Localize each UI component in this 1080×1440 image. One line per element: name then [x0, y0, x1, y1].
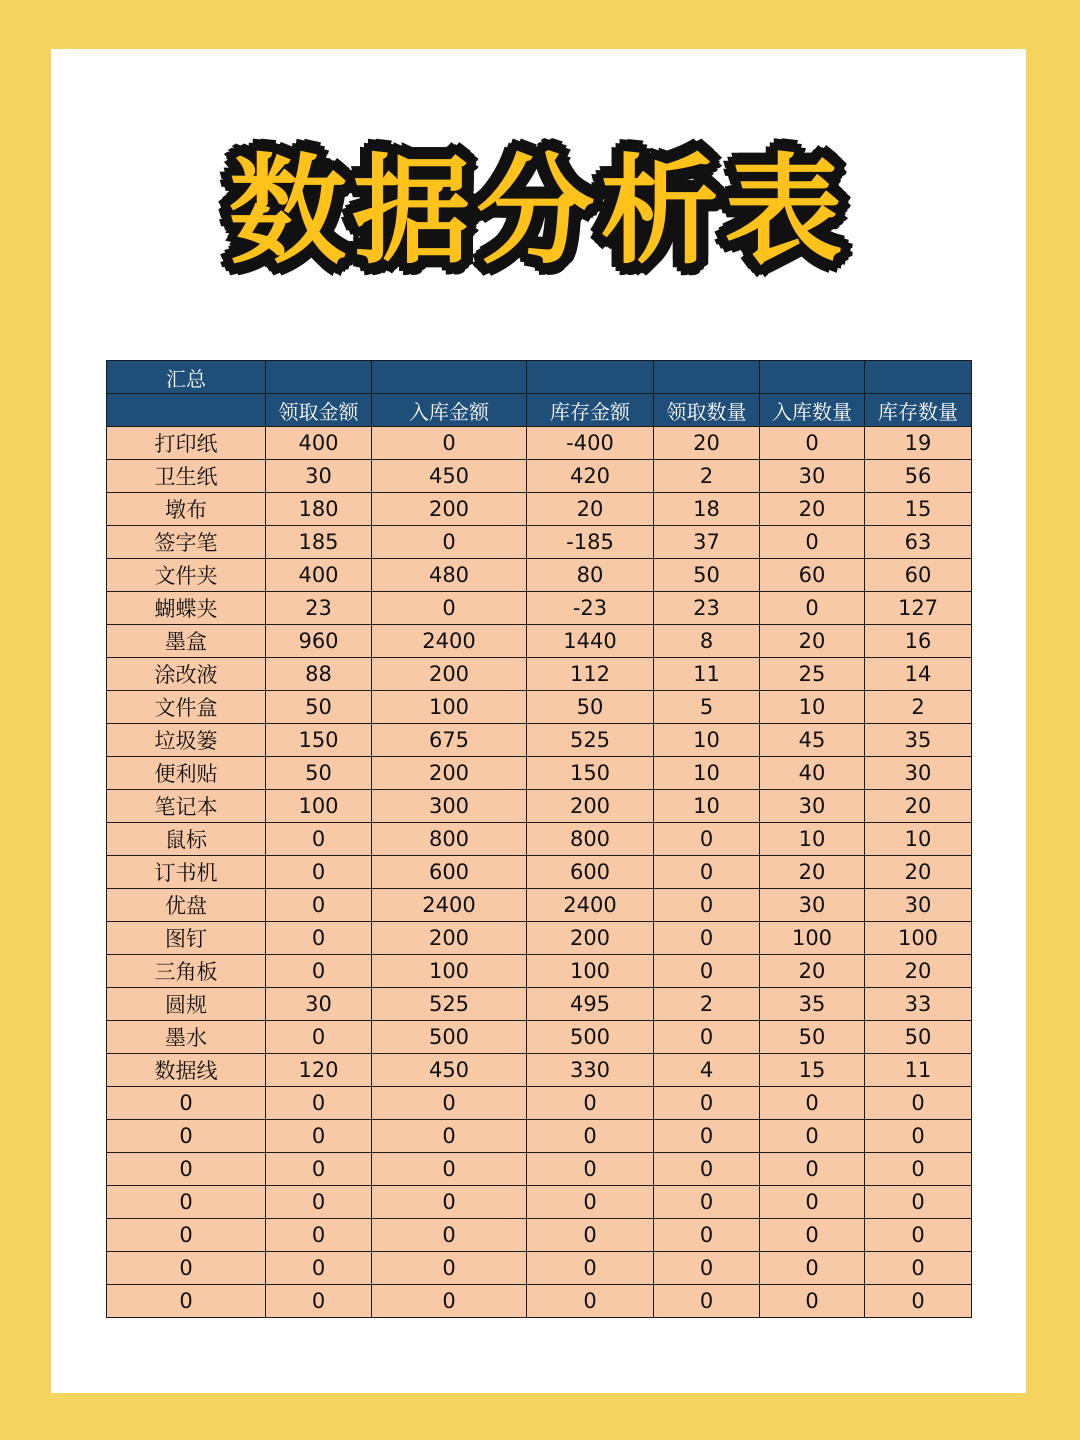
column-header-5: 入库数量 — [760, 394, 865, 427]
value-cell: 50 — [865, 1021, 972, 1054]
value-cell: 0 — [527, 1219, 654, 1252]
value-cell: 18 — [654, 493, 760, 526]
value-cell: 0 — [654, 823, 760, 856]
value-cell: 300 — [372, 790, 527, 823]
table-body — [107, 361, 972, 1318]
value-cell: 30 — [865, 757, 972, 790]
column-header-2: 入库金额 — [372, 394, 527, 427]
value-cell: 100 — [760, 922, 865, 955]
value-cell: 2400 — [372, 889, 527, 922]
value-cell: 30 — [266, 460, 372, 493]
value-cell: 10 — [654, 790, 760, 823]
value-cell: 35 — [865, 724, 972, 757]
summary-empty-cell — [266, 361, 372, 394]
value-cell: 0 — [760, 1285, 865, 1318]
value-cell: 180 — [266, 493, 372, 526]
value-cell: 0 — [372, 592, 527, 625]
value-cell: 525 — [527, 724, 654, 757]
value-cell: 600 — [372, 856, 527, 889]
column-header-0 — [107, 394, 266, 427]
value-cell: 500 — [372, 1021, 527, 1054]
item-name-cell: 图钉 — [107, 922, 266, 955]
column-header-4: 领取数量 — [654, 394, 760, 427]
value-cell: 0 — [760, 1219, 865, 1252]
data-table — [106, 360, 972, 1318]
value-cell: 800 — [527, 823, 654, 856]
column-header-3: 库存金额 — [527, 394, 654, 427]
table-row — [107, 922, 972, 955]
value-cell: 120 — [266, 1054, 372, 1087]
table-row — [107, 1087, 972, 1120]
value-cell: 10 — [654, 757, 760, 790]
value-cell: 0 — [372, 1285, 527, 1318]
value-cell: 200 — [372, 922, 527, 955]
item-name-cell: 圆规 — [107, 988, 266, 1021]
value-cell: 127 — [865, 592, 972, 625]
value-cell: 450 — [372, 1054, 527, 1087]
value-cell: 200 — [372, 493, 527, 526]
item-name-cell: 三角板 — [107, 955, 266, 988]
summary-empty-cell — [527, 361, 654, 394]
value-cell: 200 — [372, 658, 527, 691]
value-cell: 0 — [266, 823, 372, 856]
value-cell: 20 — [760, 856, 865, 889]
value-cell: 15 — [760, 1054, 865, 1087]
value-cell: 112 — [527, 658, 654, 691]
value-cell: 0 — [527, 1120, 654, 1153]
table-row — [107, 427, 972, 460]
value-cell: 600 — [527, 856, 654, 889]
value-cell: 0 — [654, 922, 760, 955]
table-row — [107, 1285, 972, 1318]
value-cell: 0 — [865, 1120, 972, 1153]
summary-empty-cell — [865, 361, 972, 394]
value-cell: 16 — [865, 625, 972, 658]
value-cell: 56 — [865, 460, 972, 493]
table-row — [107, 889, 972, 922]
value-cell: 0 — [372, 1087, 527, 1120]
value-cell: 30 — [760, 790, 865, 823]
value-cell: 675 — [372, 724, 527, 757]
value-cell: 0 — [760, 526, 865, 559]
value-cell: 800 — [372, 823, 527, 856]
value-cell: 0 — [372, 1120, 527, 1153]
value-cell: 0 — [372, 1252, 527, 1285]
item-name-cell: 文件夹 — [107, 559, 266, 592]
value-cell: 2 — [654, 460, 760, 493]
value-cell: 10 — [760, 823, 865, 856]
value-cell: 525 — [372, 988, 527, 1021]
value-cell: 0 — [760, 1153, 865, 1186]
value-cell: 0 — [372, 427, 527, 460]
value-cell: 500 — [527, 1021, 654, 1054]
item-name-cell: 卫生纸 — [107, 460, 266, 493]
value-cell: 50 — [266, 757, 372, 790]
value-cell: 0 — [266, 1285, 372, 1318]
item-name-cell: 便利贴 — [107, 757, 266, 790]
value-cell: 0 — [372, 1219, 527, 1252]
table-row — [107, 1219, 972, 1252]
value-cell: 0 — [372, 1186, 527, 1219]
value-cell: 88 — [266, 658, 372, 691]
table-row — [107, 493, 972, 526]
value-cell: 45 — [760, 724, 865, 757]
item-name-cell: 0 — [107, 1219, 266, 1252]
value-cell: 0 — [654, 1153, 760, 1186]
value-cell: 80 — [527, 559, 654, 592]
value-cell: 0 — [865, 1252, 972, 1285]
value-cell: 0 — [266, 1219, 372, 1252]
item-name-cell: 文件盒 — [107, 691, 266, 724]
value-cell: 10 — [865, 823, 972, 856]
item-name-cell: 鼠标 — [107, 823, 266, 856]
value-cell: 10 — [654, 724, 760, 757]
value-cell: 1440 — [527, 625, 654, 658]
value-cell: 0 — [654, 1021, 760, 1054]
value-cell: 0 — [654, 1219, 760, 1252]
value-cell: 2400 — [527, 889, 654, 922]
item-name-cell: 打印纸 — [107, 427, 266, 460]
value-cell: 30 — [760, 889, 865, 922]
value-cell: 0 — [865, 1153, 972, 1186]
value-cell: 0 — [266, 889, 372, 922]
value-cell: 2400 — [372, 625, 527, 658]
value-cell: 200 — [527, 790, 654, 823]
value-cell: 19 — [865, 427, 972, 460]
value-cell: 0 — [760, 592, 865, 625]
item-name-cell: 0 — [107, 1252, 266, 1285]
value-cell: 0 — [372, 526, 527, 559]
value-cell: 2 — [654, 988, 760, 1021]
value-cell: 100 — [266, 790, 372, 823]
value-cell: 0 — [760, 427, 865, 460]
table-row — [107, 658, 972, 691]
value-cell: 20 — [865, 955, 972, 988]
item-name-cell: 0 — [107, 1087, 266, 1120]
value-cell: 330 — [527, 1054, 654, 1087]
value-cell: 0 — [654, 1252, 760, 1285]
value-cell: 0 — [266, 922, 372, 955]
item-name-cell: 0 — [107, 1153, 266, 1186]
table-row — [107, 625, 972, 658]
value-cell: 0 — [266, 856, 372, 889]
value-cell: 0 — [654, 856, 760, 889]
value-cell: 23 — [266, 592, 372, 625]
value-cell: 10 — [760, 691, 865, 724]
value-cell: 480 — [372, 559, 527, 592]
value-cell: 0 — [654, 1120, 760, 1153]
value-cell: 37 — [654, 526, 760, 559]
value-cell: 50 — [654, 559, 760, 592]
value-cell: 40 — [760, 757, 865, 790]
table-row — [107, 790, 972, 823]
table-row — [107, 559, 972, 592]
value-cell: 0 — [654, 889, 760, 922]
value-cell: 150 — [527, 757, 654, 790]
summary-empty-cell — [654, 361, 760, 394]
value-cell: 25 — [760, 658, 865, 691]
value-cell: 20 — [760, 955, 865, 988]
value-cell: 5 — [654, 691, 760, 724]
item-name-cell: 墨水 — [107, 1021, 266, 1054]
item-name-cell: 0 — [107, 1285, 266, 1318]
value-cell: 0 — [266, 1186, 372, 1219]
value-cell: 0 — [527, 1252, 654, 1285]
value-cell: 0 — [266, 1252, 372, 1285]
value-cell: 200 — [372, 757, 527, 790]
value-cell: 0 — [654, 1285, 760, 1318]
table-row — [107, 1186, 972, 1219]
table-row — [107, 1153, 972, 1186]
value-cell: 0 — [266, 1120, 372, 1153]
table-row — [107, 460, 972, 493]
value-cell: 0 — [654, 955, 760, 988]
value-cell: 30 — [760, 460, 865, 493]
value-cell: 50 — [760, 1021, 865, 1054]
value-cell: 35 — [760, 988, 865, 1021]
table-row — [107, 1120, 972, 1153]
value-cell: 0 — [654, 1186, 760, 1219]
value-cell: -23 — [527, 592, 654, 625]
value-cell: 960 — [266, 625, 372, 658]
table-row — [107, 526, 972, 559]
value-cell: 0 — [266, 1087, 372, 1120]
value-cell: 20 — [760, 625, 865, 658]
value-cell: 0 — [266, 1021, 372, 1054]
table-row — [107, 856, 972, 889]
value-cell: 63 — [865, 526, 972, 559]
value-cell: 30 — [266, 988, 372, 1021]
page-title: 数据分析表 — [228, 142, 849, 280]
value-cell: 0 — [527, 1087, 654, 1120]
table-row — [107, 757, 972, 790]
summary-label-cell: 汇总 — [107, 361, 266, 394]
value-cell: 200 — [527, 922, 654, 955]
value-cell: 0 — [654, 1087, 760, 1120]
summary-row — [107, 361, 972, 394]
value-cell: 100 — [372, 955, 527, 988]
value-cell: 0 — [865, 1087, 972, 1120]
value-cell: 33 — [865, 988, 972, 1021]
value-cell: 420 — [527, 460, 654, 493]
value-cell: 20 — [865, 790, 972, 823]
item-name-cell: 签字笔 — [107, 526, 266, 559]
table-row — [107, 955, 972, 988]
value-cell: 8 — [654, 625, 760, 658]
value-cell: 11 — [865, 1054, 972, 1087]
value-cell: 450 — [372, 460, 527, 493]
item-name-cell: 优盘 — [107, 889, 266, 922]
value-cell: 14 — [865, 658, 972, 691]
value-cell: 0 — [760, 1087, 865, 1120]
item-name-cell: 0 — [107, 1186, 266, 1219]
value-cell: 0 — [527, 1153, 654, 1186]
value-cell: 0 — [865, 1285, 972, 1318]
item-name-cell: 涂改液 — [107, 658, 266, 691]
column-header-row — [107, 394, 972, 427]
column-header-1: 领取金额 — [266, 394, 372, 427]
value-cell: 100 — [527, 955, 654, 988]
value-cell: 0 — [372, 1153, 527, 1186]
value-cell: 185 — [266, 526, 372, 559]
value-cell: 150 — [266, 724, 372, 757]
value-cell: 0 — [760, 1252, 865, 1285]
value-cell: 0 — [865, 1219, 972, 1252]
value-cell: 0 — [760, 1120, 865, 1153]
value-cell: 100 — [865, 922, 972, 955]
table-row — [107, 724, 972, 757]
value-cell: 23 — [654, 592, 760, 625]
summary-empty-cell — [372, 361, 527, 394]
value-cell: 15 — [865, 493, 972, 526]
table-row — [107, 592, 972, 625]
item-name-cell: 墩布 — [107, 493, 266, 526]
table-row — [107, 1252, 972, 1285]
value-cell: 400 — [266, 427, 372, 460]
value-cell: 0 — [865, 1186, 972, 1219]
item-name-cell: 订书机 — [107, 856, 266, 889]
value-cell: 0 — [266, 955, 372, 988]
value-cell: 0 — [527, 1186, 654, 1219]
value-cell: 30 — [865, 889, 972, 922]
table-row — [107, 1021, 972, 1054]
column-header-6: 库存数量 — [865, 394, 972, 427]
summary-empty-cell — [760, 361, 865, 394]
table-row — [107, 988, 972, 1021]
item-name-cell: 数据线 — [107, 1054, 266, 1087]
value-cell: 60 — [760, 559, 865, 592]
item-name-cell: 垃圾篓 — [107, 724, 266, 757]
item-name-cell: 墨盒 — [107, 625, 266, 658]
value-cell: -185 — [527, 526, 654, 559]
value-cell: 400 — [266, 559, 372, 592]
item-name-cell: 0 — [107, 1120, 266, 1153]
value-cell: 20 — [527, 493, 654, 526]
item-name-cell: 蝴蝶夹 — [107, 592, 266, 625]
value-cell: 0 — [527, 1285, 654, 1318]
value-cell: 11 — [654, 658, 760, 691]
value-cell: 495 — [527, 988, 654, 1021]
value-cell: 20 — [865, 856, 972, 889]
item-name-cell: 笔记本 — [107, 790, 266, 823]
value-cell: 0 — [266, 1153, 372, 1186]
value-cell: 50 — [527, 691, 654, 724]
value-cell: 100 — [372, 691, 527, 724]
value-cell: -400 — [527, 427, 654, 460]
value-cell: 20 — [760, 493, 865, 526]
value-cell: 4 — [654, 1054, 760, 1087]
value-cell: 0 — [760, 1186, 865, 1219]
table-row — [107, 691, 972, 724]
value-cell: 60 — [865, 559, 972, 592]
value-cell: 50 — [266, 691, 372, 724]
value-cell: 2 — [865, 691, 972, 724]
table-row — [107, 823, 972, 856]
value-cell: 20 — [654, 427, 760, 460]
table-row — [107, 1054, 972, 1087]
